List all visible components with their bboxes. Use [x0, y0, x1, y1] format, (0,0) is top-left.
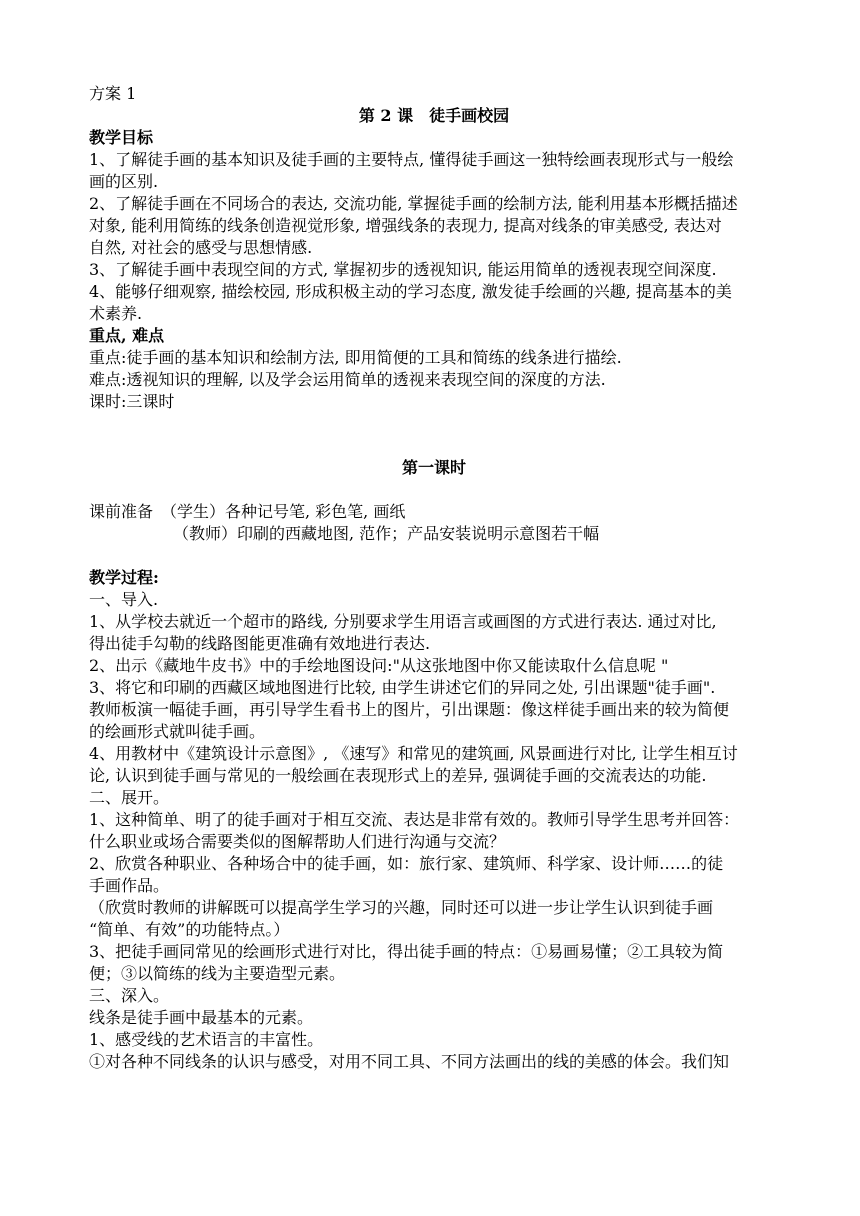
process-line: 1、感受线的艺术语言的丰富性。 [89, 1030, 324, 1049]
process-line: 便；③以简练的线为主要造型元素。 [89, 964, 346, 983]
process-line: “简单、有效”的功能特点。） [89, 920, 290, 939]
process-heading: 教学过程: [89, 568, 159, 587]
process-line: 3、将它和印刷的西藏区域地图进行比较, 由学生讲述它们的异同之处, 引出课题"徒手画". [89, 678, 716, 697]
process-line: 什么职业或场合需要类似的图解帮助人们进行沟通与交流？ [89, 832, 506, 851]
process-block [89, 589, 779, 1073]
objective-line: 3、了解徒手画中表现空间的方式, 掌握初步的透视知识, 能运用简单的透视表现空间深度. [89, 260, 717, 279]
key-point-line: 重点:徒手画的基本知识和绘制方法, 即用简便的工具和简练的线条进行描绘. [89, 348, 622, 367]
objective-line: 1、了解徒手画的基本知识及徒手画的主要特点, 懂得徒手画这一独特绘画表现形式与一般绘 [89, 150, 734, 169]
document-page [89, 83, 779, 1073]
objective-line: 对象, 能利用简练的线条创造视觉形象, 增强线条的表现力, 提高对线条的审美感受, 表达对 [89, 216, 722, 235]
objective-line: 2、了解徒手画在不同场合的表达, 交流功能, 掌握徒手画的绘制方法, 能利用基本形概括描述 [89, 194, 738, 213]
process-line: 得出徒手勾勒的线路图能更准确有效地进行表达. [89, 634, 431, 653]
objective-line: 术素养. [89, 304, 143, 323]
objective-line: 画的区别. [89, 172, 159, 191]
key-point-line: 难点:透视知识的理解, 以及学会运用简单的透视来表现空间的深度的方法. [89, 370, 606, 389]
objectives-heading: 教学目标 [89, 128, 154, 147]
process-line: 线条是徒手画中最基本的元素。 [89, 1008, 314, 1027]
lesson-title: 第 2 课 徒手画校园 [358, 106, 510, 125]
process-line: 手画作品。 [89, 876, 170, 895]
objective-line: 4、能够仔细观察, 描绘校园, 形成积极主动的学习态度, 激发徒手绘画的兴趣, 提高基本的美 [89, 282, 732, 301]
process-line: 二、展开。 [89, 788, 170, 807]
prep-student-line: 课前准备 （学生）各种记号笔, 彩色笔, 画纸 [89, 502, 406, 521]
process-line: 教师板演一幅徒手画，再引导学生看书上的图片，引出课题：像这样徒手画出来的较为简便 [89, 700, 730, 719]
process-line: 3、把徒手画同常见的绘画形式进行对比，得出徒手画的特点：①易画易懂；②工具较为简 [89, 942, 724, 961]
process-line: 三、深入。 [89, 986, 170, 1005]
class-hours-line: 课时:三课时 [89, 392, 175, 411]
process-line: 一、导入. [89, 590, 159, 609]
process-line: 1、这种简单、明了的徒手画对于相互交流、表达是非常有效的。教师引导学生思考并回答： [89, 810, 740, 829]
process-line: 4、用教材中《建筑设计示意图》, 《速写》和常见的建筑画, 风景画进行对比, 让学生相互讨 [89, 744, 738, 763]
objective-line: 自然, 对社会的感受与思想情感. [89, 238, 313, 257]
plan-label: 方案 1 [89, 84, 137, 103]
process-line: 论, 认识到徒手画与常见的一般绘画在表现形式上的差异, 强调徒手画的交流表达的功能. [89, 766, 707, 785]
process-line: ①对各种不同线条的认识与感受，对用不同工具、不同方法画出的线的美感的体会。我们知 [89, 1052, 730, 1071]
key-points-heading: 重点, 难点 [89, 326, 165, 345]
session-title: 第一课时 [401, 458, 466, 477]
process-line: 1、从学校去就近一个超市的路线, 分别要求学生用语言或画图的方式进行表达. 通过对比, [89, 612, 717, 631]
objectives-block [89, 149, 779, 325]
prep-teacher-line: （教师）印刷的西藏地图, 范作；产品安装说明示意图若干幅 [173, 524, 600, 543]
key-points-block [89, 347, 779, 413]
process-line: 2、欣赏各种职业、各种场合中的徒手画，如：旅行家、建筑师、科学家、设计师……的徒 [89, 854, 724, 873]
process-line: 2、出示《藏地牛皮书》中的手绘地图设问:"从这张地图中你又能读取什么信息呢 " [89, 656, 669, 675]
process-line: 的绘画形式就叫徒手画。 [89, 722, 266, 741]
process-line: （欣赏时教师的讲解既可以提高学生学习的兴趣，同时还可以进一步让学生认识到徒手画 [89, 898, 714, 917]
